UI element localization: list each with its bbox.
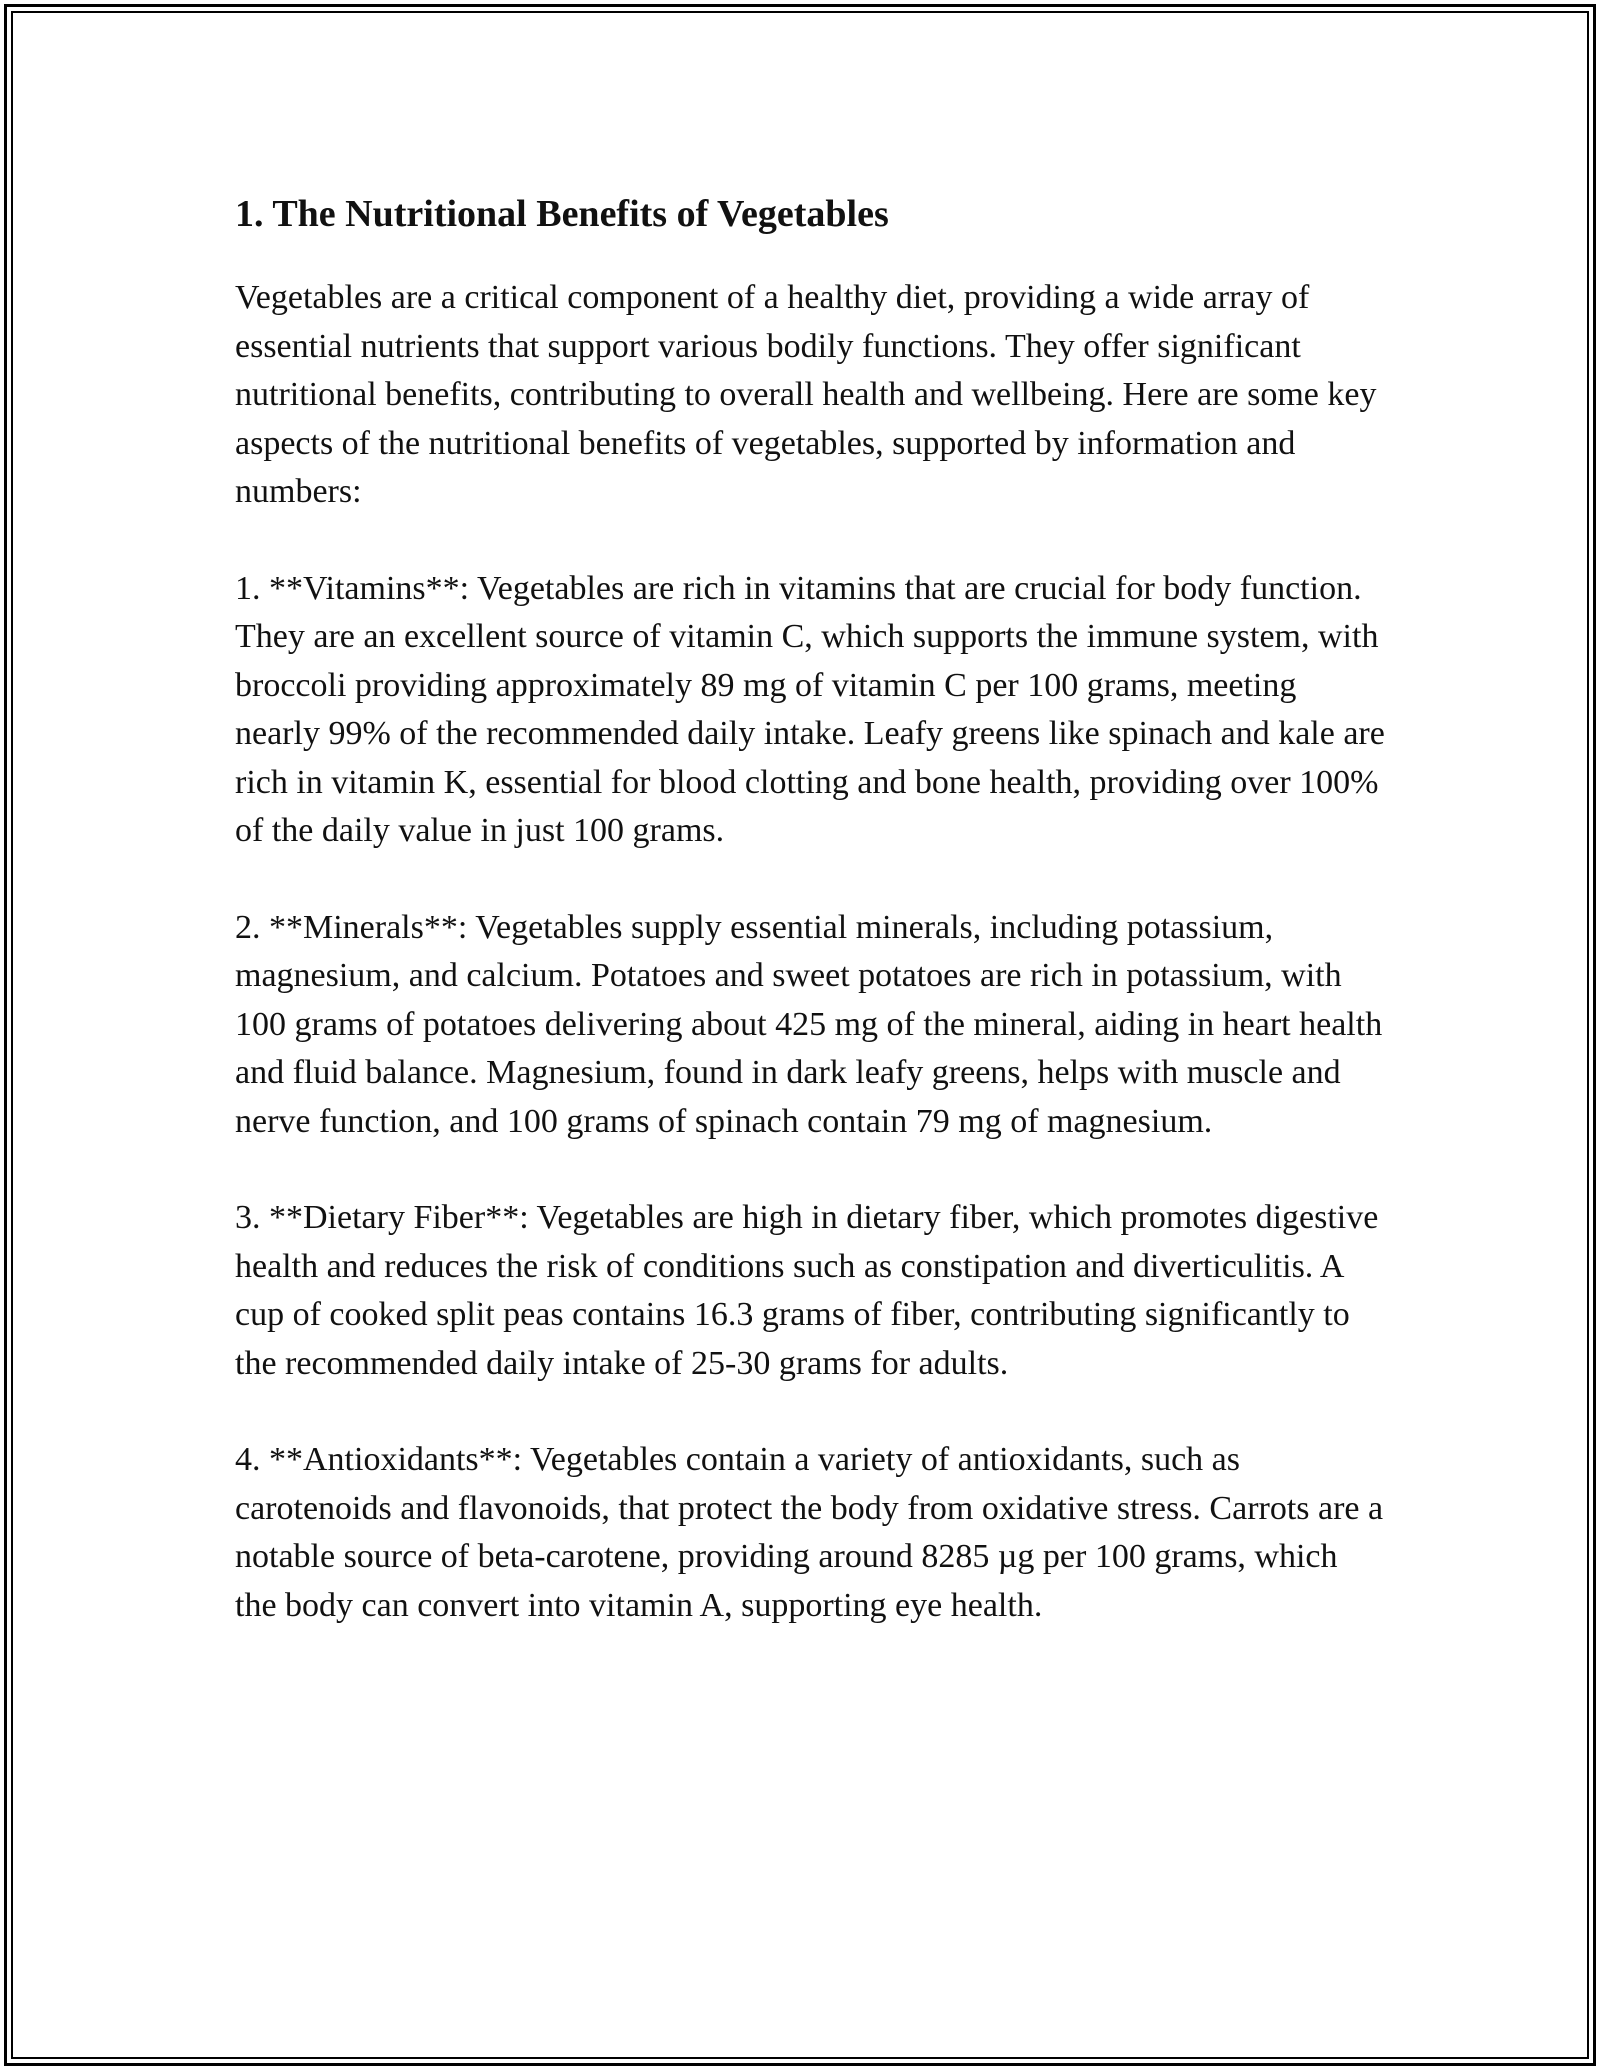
list-item-dietary-fiber: 3. **Dietary Fiber**: Vegetables are high in dietary fiber, which promotes digestive health and reduces the risk of conditions such as constipation and diverticulitis. A cup of cooked split peas contains 16.3 grams of fiber, contributing significantly to the recommended daily intake of 25-30 grams for adults. [235,1199,1379,1382]
list-item-vitamins: 1. **Vitamins**: Vegetables are rich in vitamins that are crucial for body function. They are an excellent source of vitamin C, which supports the immune system, with broccoli providing approximately 89 mg of vitamin C per 100 grams, meeting nearly 99% of the recommended daily intake. Leafy greens like spinach and kale are rich in vitamin K, essential for blood clotting and bone health, providing over 100% of the daily value in just 100 grams. [235,569,1385,849]
document-body [235,188,1385,1630]
document-title: 1. The Nutritional Benefits of Vegetables [235,193,889,235]
list-item-minerals: 2. **Minerals**: Vegetables supply essential minerals, including potassium, magnesium, and calcium. Potatoes and sweet potatoes are rich in potassium, with 100 grams of potatoes delivering about 425 mg of the mineral, aiding in heart health and fluid balance. Magnesium, found in dark leafy greens, helps with muscle and nerve function, and 100 grams of spinach contain 79 mg of magnesium. [235,908,1383,1140]
list-item-antioxidants: 4. **Antioxidants**: Vegetables contain a variety of antioxidants, such as carotenoids and flavonoids, that protect the body from oxidative stress. Carrots are a notable source of beta-carotene, providing around 8285 µg per 100 grams, which the body can convert into vitamin A, supporting eye health. [235,1441,1384,1624]
intro-paragraph: Vegetables are a critical component of a healthy diet, providing a wide array of essential nutrients that support various bodily functions. They offer significant nutritional benefits, contributing to overall health and wellbeing. Here are some key aspects of the nutritional benefits of vegetables, supported by information and numbers: [235,279,1377,510]
